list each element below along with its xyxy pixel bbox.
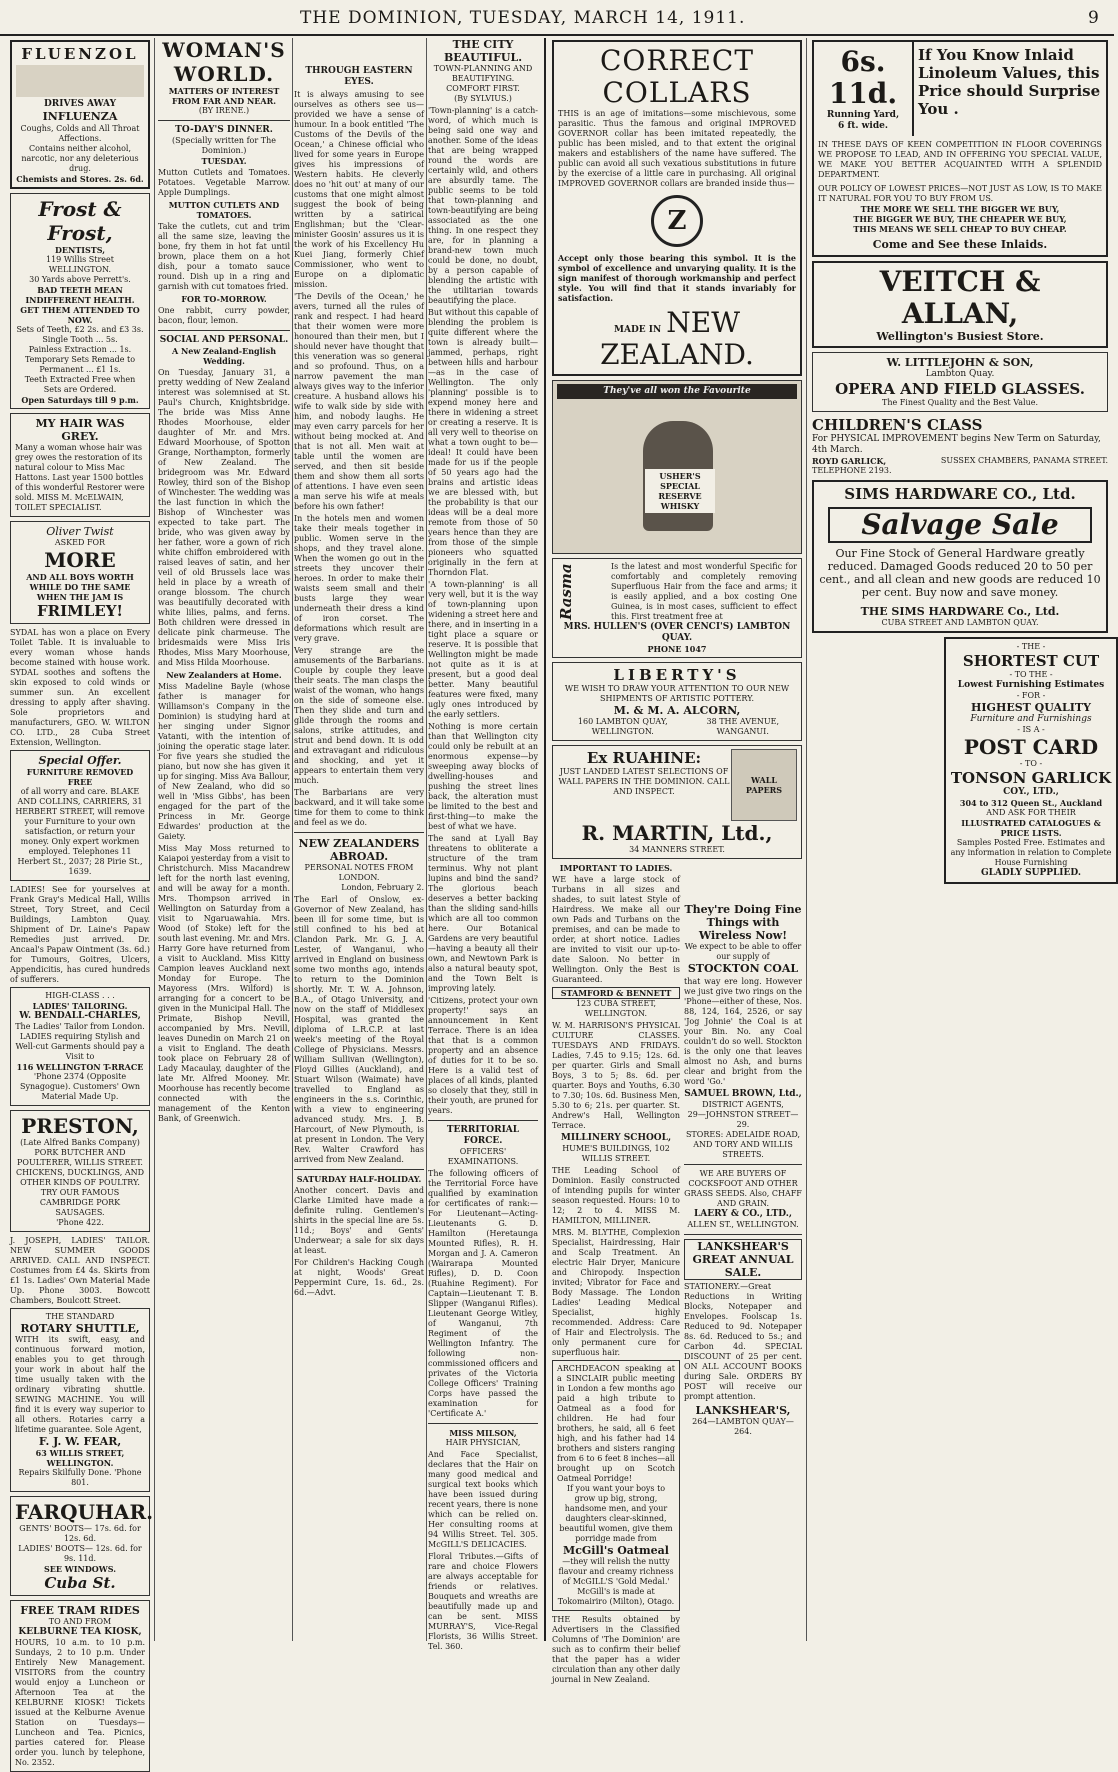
tonson-lowest: Lowest Furnishing Estimates xyxy=(957,680,1105,690)
farquhar-head: FARQUHAR. xyxy=(15,1500,154,1524)
wall-paper-label: WALL PAPERS xyxy=(745,775,783,795)
tonson-furn: Furniture and Furnishings xyxy=(970,714,1092,724)
rasma-ad xyxy=(552,558,802,658)
tram-sub: TO AND FROM xyxy=(48,1617,112,1626)
cutlets-text: Take the cutlets, cut and trim all the same size, leaving the bone, fry them in hot fat until brown, place them on a hot dish, pour a tomato sauce round. Dish up in a ring and garnish with cut tomatoes fried. xyxy=(158,222,290,291)
saturday-text: Another concert. Davis and Clarke Limited have made a definite ruling. Gentlemen's shirts in the special line are 5s. 11d.; Boys' and Gents' Underwear; a sale for six days at least. xyxy=(294,1186,424,1255)
ruahine-ad xyxy=(552,745,802,859)
social-head: SOCIAL AND PERSONAL. xyxy=(159,335,289,345)
sims-text: Our Fine Stock of General Hardware greatly reduced. Damaged Goods reduced 20 to 50 per cent., and all clean and new goods are reduced 10 per cent. Buy now and save money. xyxy=(819,547,1101,599)
tonson-shortest: SHORTEST CUT xyxy=(962,652,1100,670)
laery-addr: ALLEN ST., WELLINGTON. xyxy=(687,1220,799,1229)
frost-l4: Painless Extraction ... 1s. xyxy=(28,345,132,354)
whisky-banner: They've all won the Favourite xyxy=(557,384,797,399)
farquhar-l2: LADIES' BOOTS— 12s. 6d. for 9s. 11d. xyxy=(18,1544,142,1563)
preston-head: PRESTON, xyxy=(21,1114,139,1138)
preston-l3: TRY OUR FAMOUS CAMBRIDGE PORK SAUSAGES. xyxy=(39,1188,121,1217)
littlejohn-ad xyxy=(812,352,1108,412)
martin-addr: 34 MANNERS STREET. xyxy=(629,845,725,854)
inlaid-text: IN THESE DAYS OF KEEN COMPETITION IN FLOOR COVERINGS WE PROPOSE TO LEAD, AND IN OFFERING YOU SPECIAL VALUE, WE MAKE YOU BETTER ACQUAINTED WITH A SPLENDID DEPARTMENT. xyxy=(818,140,1102,179)
farquhar-l1: GENTS' BOOTS— 17s. 6d. for 12s. 6d. xyxy=(19,1524,141,1543)
frost-l6: Teeth Extracted Free when Sets are Ordered. xyxy=(24,375,136,394)
column-5 xyxy=(552,38,803,1684)
territorial-text: The following officers of the Territorial Force have qualified by examination for certificates of rank:— For Lieutenant—Acting-Lieutenants G. D. Hamilton (Heretaunga Mounted Rifles), R. H. Morgan and J. A. Cameron (Wairarapa Mounted Rifles), D. D. Coon (Ruahine Regiment). For Captain—Lieutenant T. B. Slipper (Wanganui Rifles). Lieutenant George Witley, of Wanganui, 7th Regiment of the Wellington Infantry. The following non-commissioned officers and privates of the Victoria College Officers' Training Corps have passed the examination for 'Certificate A.' xyxy=(428,1169,538,1418)
fluenzol-line2: Contains neither alcohol, narcotic, nor any deleterious drug. xyxy=(21,144,139,173)
children-head: CHILDREN'S CLASS xyxy=(812,416,983,434)
liberty-text: WE WISH TO DRAW YOUR ATTENTION TO OUR NEW SHIPMENTS OF ARTISTIC POTTERY. xyxy=(564,684,790,703)
twist-ad xyxy=(10,521,150,624)
collars-head: CORRECT COLLARS xyxy=(599,44,755,109)
liberty-addr1: 160 LAMBTON QUAY, WELLINGTON. xyxy=(577,717,668,736)
tonson-to: - TO THE - xyxy=(1009,670,1053,679)
womans-world-subtitle: MATTERS OF INTEREST FROM FAR AND NEAR. xyxy=(168,86,280,106)
page-number: 9 xyxy=(1088,8,1100,28)
frost-l5: Temporary Sets Remade to Permanent ... £1 1s. xyxy=(24,355,136,374)
stockton-coal: STOCKTON COAL xyxy=(687,962,799,975)
samuel-stores: STORES: ADELAIDE ROAD, AND TORY AND WILLIS STREETS. xyxy=(685,1130,801,1159)
tonson-isa: - IS A - xyxy=(1017,725,1045,734)
joseph-ad: J. JOSEPH, LADIES' TAILOR. NEW SUMMER GOODS ARRIVED. CALL AND INSPECT. Costumes from £4 4s. Skirts from £1 1s. Ladies' Own Material Made Up. Phone 3003. Bowcott Chambers, Boulcott Street. xyxy=(10,1236,150,1305)
inlaid-more1: THE MORE WE SELL THE BIGGER WE BUY, xyxy=(860,204,1060,214)
womans-world-byline: (BY IRENE.) xyxy=(198,106,250,115)
collars-ad xyxy=(552,40,802,376)
rasma-shop: MRS. HULLEN'S (OVER CENCI'S) LAMBTON QUAY. xyxy=(563,622,791,643)
tonson-highest: HIGHEST QUALITY xyxy=(971,701,1091,714)
saturday-head: SATURDAY HALF-HOLIDAY. xyxy=(296,1174,422,1184)
preston-l4: 'Phone 422. xyxy=(56,1218,104,1227)
preston-ad xyxy=(10,1110,150,1232)
territorial-head: TERRITORIAL FORCE. xyxy=(446,1125,520,1146)
garlick-addr: SUSSEX CHAMBERS, PANAMA STREET. xyxy=(940,456,1108,465)
wireless-head: They're Doing Fine Things with Wireless Now! xyxy=(684,903,802,942)
hair-ad xyxy=(10,413,150,517)
preston-l2: CHICKENS, DUCKLINGS, AND OTHER KINDS OF POULTRY. xyxy=(15,1168,145,1187)
important-head: IMPORTANT TO LADIES. xyxy=(559,863,673,873)
inlaid-more3: THIS MEANS WE SELL CHEAP TO BUY CHEAP. xyxy=(853,224,1067,234)
farquhar-l3: SEE WINDOWS. xyxy=(44,1564,116,1574)
governor-symbol-icon: Z xyxy=(651,195,703,247)
tonson-post: POST CARD xyxy=(963,735,1099,759)
sims-banner: Salvage Sale xyxy=(828,507,1092,543)
tailor-t6: 116 WELLINGTON T-RRACE xyxy=(16,1062,144,1072)
veitch-ad xyxy=(812,261,1108,348)
fluenzol-line: Coughs, Colds and All Throat Affections. xyxy=(20,124,140,143)
garlick-tel: TELEPHONE 2193. xyxy=(812,466,892,475)
rasma-text: Is the latest and most wonderful Specific for comfortably and completely removing Superfluous Hair from the face and arms; it is easily applied, and a box costing One Guinea, is in most cases, sufficient to effect this. First treatment free at xyxy=(611,562,797,621)
twist-t4: AND ALL BOYS WORTH WHILE DO THE SAME WHEN THE JAM IS xyxy=(26,572,134,602)
littlejohn-note: The Finest Quality and the Best Value. xyxy=(881,398,1038,407)
wireless-text2: that way ere long. However we just give two rings on the 'Phone—either of these, Nos. 88, 124, 164, 2526, or say 'Jog Johnie' the Coal is at your Bin. No. any Coal couldn't do so well. Stockton is the only one that leaves almost no Ash, and burns clear and bright from the word 'Go.' xyxy=(684,977,803,1086)
special-h2: FURNITURE REMOVED FREE xyxy=(26,767,134,787)
hair-text: Many a woman whose hair was grey owes the restoration of its natural colour to Miss Mac Hattons. Last year 1500 bottles of this wonderful Restorer were sold. MISS M. McELWAIN, TOILET SPECIALIST. xyxy=(15,443,145,512)
column-1 xyxy=(10,38,154,1767)
eastern-text-4: Very strange are the amusements of the Barbarians. Couple by couple they leave their seats. The man clasps the waist of the woman, who hangs on the side of someone else. Then they slide and turn and glide through the rooms and salons, strike attitudes, and strut and bend down. It is odd and extravagant and ridiculous and shocking, and yet it appears to entertain them very much. xyxy=(294,646,424,785)
inlaid-head: If You Know Inlaid Linoleum Values, this Price should Surprise You . xyxy=(918,46,1101,118)
liberty-addr2: 38 THE AVENUE, WANGANUI. xyxy=(706,717,780,736)
home-head: New Zealanders at Home. xyxy=(166,670,282,680)
shuttle-text: WITH its swift, easy, and continuous forward motion, enables you to get through your work in about half the time usually taken with the ordinary vibrating shuttle. SEWING MACHINE. You will find it is every way superior to all others. Rotaries carry a lifetime guarantee. Sole Agent, xyxy=(15,1335,145,1434)
rasma-brand: Rasma xyxy=(557,563,575,621)
comfort-first: COMFORT FIRST. xyxy=(446,84,520,93)
column-2 xyxy=(158,38,290,1641)
shuttle-ad xyxy=(10,1308,150,1492)
rasma-phone: PHONE 1047 xyxy=(647,644,707,654)
floral-text: Floral Tributes.—Gifts of rare and choice Flowers are always acceptable for friends or relatives. Bouquets and wreaths are beautifully made up and can be sent. MISS MURRAY'S, Vice-Regal Florists, 36 Willis Street. Tel. 360. xyxy=(428,1552,538,1651)
special-text: of all worry and care. BLAKE AND COLLINS, CARRIERS, 31 HERBERT STREET, will remove your Furniture to your own satisfaction, or return your money. Only expert workmen employed. Telephones 11 Herbert St., 2037; 28 Pirie St., 1639. xyxy=(15,787,145,876)
veitch-sub: Wellington's Busiest Store. xyxy=(876,330,1044,343)
tomorrow-head: FOR TO-MORROW. xyxy=(181,294,267,304)
frost-l7: Open Saturdays till 9 p.m. xyxy=(21,395,139,405)
blythe-text: MRS. M. BLYTHE, Complexion Specialist, Hairdressing, Hair and Scalp Treatment. An electric Hair Dryer, Manicure and Chiropody. Inspection invited; Vibrator for Face and Body Massage. The London Ladies' Leading Medical Specialist, highly recommended. Address: Care of Hair and Electrolysis. The only permanent cure for superfluous hair. xyxy=(552,1228,680,1357)
tailor-t3: W. BENDALL-CHARLES, xyxy=(19,1011,141,1021)
results-text: THE Results obtained by Advertisers in the Classified Columns of 'The Dominion' are such as to confirm their belief that the paper has a wider circulation than any other daily journal in New Zealand. xyxy=(552,1615,680,1684)
tailor-t4: The Ladies' Tailor from London. xyxy=(15,1022,145,1031)
samuel-brown: SAMUEL BROWN, Ltd., xyxy=(684,1089,802,1099)
farquhar-l4: Cuba St. xyxy=(44,1574,116,1592)
lankshear-addr: 264—LAMBTON QUAY—264. xyxy=(692,1417,794,1436)
laery-name: LAERY & CO., LTD., xyxy=(693,1209,793,1219)
children-sub: For PHYSICAL IMPROVEMENT begins New Term on Saturday, 4th March. xyxy=(812,434,1101,455)
nz-abroad-text: The Earl of Onslow, ex-Governor of New Zealand, has been ill for some time, but is still confined to his bed at Clandon Park. Mr. G. J. A. Lester, of Wanganui, who arrived in England on business some two months ago, intends to return to the Dominion shortly. Mr. T. W. A. Johnson, B.A., of Otago University, and now on the staff of Middlesex Hospital, was granted the diploma of L.R.C.P. at last week's meeting of the Royal College of Physicians. Messrs. William Sullivan (Wellington), Floyd Gillies (Auckland), and Stuart Wilson (Waimate) have travelled to England as engineers in the s.s. Corinthic, with a view to engineering advanced study. Mrs. J. B. Harcourt, of New Plymouth, is at present in London. The Very Rev. Walter Crawford has arrived from New Zealand. xyxy=(294,895,424,1164)
ladies-ad: LADIES! See for yourselves at Frank Gray's Medical Hall, Willis Street, Tory Street, and Cecil Buildings, Lambton Quay. Shipment of Dr. Laine's Papaw Remedies just arrived. Dr. Ancaal's Papaw Ointment (3s. 6d.) for Tumours, Goitres, Ulcers, Appendicitis, has cured hundreds of sufferers. xyxy=(10,885,150,984)
tram-h2: KELBURNE TEA KIOSK, xyxy=(18,1627,142,1637)
city-text-4: Nothing is more certain than that Wellington city could only be rebuilt at an enormous expense—by sweeping away blocks of dwelling-houses and pushing the street lines back, the alteration must be limited to the best and first-thing—to make the best of what we have. xyxy=(428,722,538,831)
millinery-head: MILLINERY SCHOOL, xyxy=(560,1133,672,1143)
frost-note: 30 Yards above Perrett's. xyxy=(29,275,131,284)
dinner-head: TO-DAY'S DINNER. xyxy=(175,125,273,135)
fluenzol-tag1: DRIVES AWAY xyxy=(44,99,116,109)
special-head: Special Offer. xyxy=(38,754,122,767)
eastern-text-5: The Barbarians are very backward, and it will take some time for them to come to think and feel as we do. xyxy=(294,788,424,827)
dinner-byline: (Specially written for The Dominion.) xyxy=(172,136,276,155)
shuttle-t4: 63 WILLIS STREET, WELLINGTON. xyxy=(35,1448,125,1468)
important-text: WE have a large stock of Turbans in all sizes and shades, to suit latest Style of Hairdress. We make all our own Pads and Turbans on the premises, and can be made to order, at short notice. Ladies are invited to visit our up-to-date Saloon. No better in Wellington. Only the Best is Guaranteed. xyxy=(552,875,680,984)
city-beautiful-sub: TOWN-PLANNING AND BEAUTIFYING. xyxy=(433,64,533,83)
tonson-name: TONSON GARLICK xyxy=(950,769,1112,787)
twist-t5: FRIMLEY! xyxy=(36,602,123,620)
wireless-text: We expect to be able to offer our supply of xyxy=(684,942,802,961)
inlaid-policy: OUR POLICY OF LOWEST PRICES—NOT JUST AS LOW, IS TO MAKE IT NATURAL FOR YOU TO BUY FROM US. xyxy=(818,184,1102,203)
tomorrow-text: One rabbit, curry powder, bacon, flour, lemon. xyxy=(158,306,290,325)
frost-l2: Sets of Teeth, £2 2s. and £3 3s. xyxy=(16,325,144,334)
inlaid-sub1: Running Yard, xyxy=(826,110,900,120)
tailor-t2: LADIES' TAILORING. xyxy=(32,1001,128,1011)
tonson-samples: Samples Posted Free. Estimates and any information in relation to Complete House Furnishing xyxy=(950,838,1112,867)
frost-addr: 119 Willis Street WELLINGTON. xyxy=(46,255,114,274)
frost-brand: Frost & Frost, xyxy=(38,197,122,245)
oatmeal-mid: If you want your boys to grow up big, strong, handsome men, and your daughters clear-skinned, beautiful women, give them porridge made from xyxy=(559,1484,673,1543)
nz-abroad-head: NEW ZEALANDERS ABROAD. xyxy=(298,837,420,863)
wall-paper-icon xyxy=(731,749,797,821)
shuttle-t5: Repairs Skilfully Done. 'Phone 801. xyxy=(18,1468,142,1487)
nz-abroad-sub: PERSONAL NOTES FROM LONDON. xyxy=(304,863,414,882)
preston-sub: (Late Alfred Banks Company) xyxy=(20,1138,140,1147)
littlejohn-goods: OPERA AND FIELD GLASSES. xyxy=(835,380,1085,398)
nz-abroad-date: London, February 2. xyxy=(341,883,424,892)
sydal-ad: SYDAL has won a place on Every Toilet Table. It is invaluable to every woman whose hands become stained with house work. SYDAL soothes and softens the skin exposed to cold winds or summer sun. An excellent dressing to apply after shaving. Sole proprietors and manufacturers, GEO. W. WILTON CO. LTD., 28 Cuba Street Extension, Wellington. xyxy=(10,628,150,747)
hair-head: MY HAIR WAS GREY. xyxy=(35,417,125,443)
dinner-menu: Mutton Cutlets and Tomatoes. Potatoes. Vegetable Marrow. Apple Dumplings. xyxy=(158,168,290,197)
fluenzol-brand: FLUENZOL xyxy=(21,45,139,63)
collars-text: THIS is an age of imitations—some mischievous, some parasitic. Thus the famous and original IMPROVED GOVERNOR collar has been imitated repeatedly, the public has been misled, and to that extent the original makers and establishers of the name have suffered. The public can avoid all such vexatious substitutions in future by the exercise of a little care in purchasing. All original IMPROVED GOVERNOR collars are branded inside thus— xyxy=(558,109,796,188)
sims-head: SIMS HARDWARE CO., Ltd. xyxy=(844,485,1076,503)
millinery-text: THE Leading School of Dominion. Easily constructed of intending pupils for winter season requested. Hours: 10 to 12; 2 to 4. MISS M. HAMILTON, MILLINER. xyxy=(552,1166,680,1225)
tonson-the: - THE - xyxy=(1016,642,1046,651)
eastern-text-1: It is always amusing to see ourselves as others see us—provided we have a sense of humour. In a book entitled 'The Customs of the Devils of the Ocean,' a Chinese official who lived for some years in Europe gives his impressions of Western habits. He cleverly does no 'hit out' at many of our customs that one might almost suggest the book of being written by a satirical Englishman; but the 'Clear-minister Goosin' assures us it is the work of his Excellency Hu Kuei Jiang, formerly Chief Commissioner, who went to Europe on a diplomatic mission. xyxy=(294,90,424,289)
shuttle-t2: ROTARY SHUTTLE, xyxy=(20,1322,140,1335)
territorial-sub: OFFICERS' EXAMINATIONS. xyxy=(447,1147,519,1166)
city-beautiful-head: THE CITY BEAUTIFUL. xyxy=(443,38,523,64)
stamford-addr: 123 CUBA STREET, WELLINGTON. xyxy=(575,999,657,1018)
milson-text: And Face Specialist, declares that the Hair on many good medical and surgical text books which have been issued during recent years, there is none which can be relied on. Her consulting rooms at 94 Willis Street. Tel. 305. McGILL'S DELICACIES. xyxy=(428,1450,538,1549)
masthead-title: THE DOMINION, TUESDAY, MARCH 14, 1911. xyxy=(300,8,746,28)
inlaid-sub2: 6 ft. wide. xyxy=(837,121,888,131)
dinner-day: TUESDAY. xyxy=(201,156,247,166)
millinery-sub: HUME'S BUILDINGS, 102 WILLIS STREET. xyxy=(562,1144,670,1163)
lankshear-text: STATIONERY.—Great Reductions in Writing Blocks, Notepaper and Envelopes. Foolscap 1s. Reduced to 9d. Notepaper 8s. 6d. Reduced to 5s.; and Carbon 4d. SPECIAL DISCOUNT of 25 per cent. ON ALL ACCOUNT BOOKS during Sale. ORDERS BY POST will receive our prompt attention. xyxy=(684,1282,802,1401)
milson-head: MISS MILSON, xyxy=(449,1428,517,1438)
fluenzol-ad xyxy=(10,40,150,189)
tailor-t5: LADIES requiring Stylish and Well-cut Garments should pay a Visit to xyxy=(15,1032,145,1061)
wedding-head: A New Zealand-English Wedding. xyxy=(171,346,277,366)
womans-world-title: WOMAN'S WORLD. xyxy=(162,38,286,86)
oatmeal-end: —they will relish the nutty flavour and creamy richness of McGILL'S 'Gold Medal.' McGill's is made at Tokomairiro (Milton), Otago. xyxy=(557,1557,675,1606)
shuttle-t1: THE STANDARD xyxy=(45,1312,115,1321)
column-3 xyxy=(294,38,424,1641)
sims-ad xyxy=(812,480,1108,633)
tonson-for: - FOR - xyxy=(1016,691,1046,700)
veitch-name: VEITCH & ALLAN, xyxy=(879,265,1041,330)
city-byline: (By SYLVIUS.) xyxy=(454,94,512,103)
archdeacon-text: ARCHDEACON speaking at a SINCLAIR public meeting in London a few months ago paid a high tribute to Oatmeal as a food for children. He had four brothers, he said, all 6 feet high, and his father had 14 brothers and sisters ranging from 6 to 6 feet 8 inches—all brought up on Scotch Oatmeal Porridge! xyxy=(557,1364,675,1483)
special-offer-ad xyxy=(10,750,150,881)
littlejohn-addr: Lambton Quay. xyxy=(925,369,995,379)
ruahine-head: Ex RUAHINE: xyxy=(586,749,702,767)
eastern-text-2: 'The Devils of the Ocean,' he avers, turned all the rules of rank and respect. I had heard that their women were more honoured than their men, but I should never have thought that this veneration was so general and so profound. Thus, on a narrow pavement the man always gives way to the inferior creature. A husband allows his wife to walk side by side with him, and nobody laughs. He may even carry parcels for her without being mocked at. And that is not all. Men wait at table until the women are served, and then sit beside them and show them all sorts of attentions. I have even seen a man serve his wife at meals before his own father! xyxy=(294,292,424,511)
frost-l3: Single Tooth ... 5s. xyxy=(42,335,118,344)
made-nz: NEW ZEALAND. xyxy=(600,306,754,371)
tailor-ad xyxy=(10,987,150,1106)
lankshear-head: LANKSHEAR'S GREAT ANNUAL SALE. xyxy=(684,1239,802,1280)
tailor-t1: HIGH-CLASS . . . xyxy=(45,991,115,1000)
farquhar-ad xyxy=(10,1496,154,1596)
samuel-addr: 29—JOHNSTON STREET—29. xyxy=(687,1110,799,1129)
twist-t3: MORE xyxy=(44,548,116,572)
frost-sub: DENTISTS, xyxy=(54,245,106,255)
whisky-ad xyxy=(552,380,802,554)
milson-sub: HAIR PHYSICIAN, xyxy=(445,1438,521,1447)
liberty-ad xyxy=(552,662,802,741)
liberty-head: LIBERTY'S xyxy=(613,666,741,684)
home-text: Miss Madeline Bayle (whose father is manager for Williamson's Company in the Dominion) is studying hard at her singing under Signor Vatanti, with the intention of joining the operatic stage later. For five years she studied the piano, but now she has given it up for singing. Miss Ava Ballour, of New Zealand, who did so well in 'Miss Gibbs', has been engaged for the part of the Princess in Mr. George Edwardes' production at the Gaiety. xyxy=(158,682,290,841)
samuel-sub: DISTRICT AGENTS, xyxy=(702,1100,784,1109)
city-text-3: 'A town-planning' is all very well, but it is the way of town-planning upon widening a street here and there, and in inserting in a tight place a square or reserve. It is possible that Wellington might be made not quite as it is at present, but a good deal better. Many beautiful features were fixed, many ugly ones introduced by the early settlers. xyxy=(428,580,538,719)
oatmeal-brand: McGill's Oatmeal xyxy=(563,1544,669,1557)
ruahine-text: JUST LANDED LATEST SELECTIONS OF WALL PAPERS IN THE DOMINION. CALL AND INSPECT. xyxy=(558,767,730,796)
tonson-coy: COY., LTD., xyxy=(1003,787,1059,797)
column-4 xyxy=(428,38,538,1651)
influenza-illustration xyxy=(16,65,144,97)
tonson-gladly: GLADLY SUPPLIED. xyxy=(980,868,1081,878)
liberty-name: M. & M. A. ALCORN, xyxy=(613,704,741,717)
inlaid-more2: THE BIGGER WE BUY, THE CHEAPER WE BUY, xyxy=(853,214,1067,224)
tram-ad xyxy=(10,1600,150,1772)
lankshear-name: LANKSHEAR'S, xyxy=(695,1404,791,1417)
children-ad xyxy=(812,416,1108,476)
preston-l1: PORK BUTCHER AND POULTERER, WILLIS STREET. xyxy=(17,1148,143,1167)
tailor-t7: 'Phone 2374 (Opposite Synagogue). Customers' Own Material Made Up. xyxy=(19,1072,141,1101)
city-text-1: 'Town-planning' is a catch-word, of which much is being said one way and another. Some of the ideas that are being wrapped round the words are certainly wild, and others are absurdly tame. The public seems to be told that town-planning and town-beautifying are being associated as the one thing. In one respect they are, for in planning a brand-new town much could be done, no doubt, by a person capable of blending the artistic with the utilitarian towards beautifying the place. xyxy=(428,106,538,305)
tonson-illus: ILLUSTRATED CATALOGUES & PRICE LISTS. xyxy=(961,818,1101,838)
tonson-to2: - TO - xyxy=(1019,759,1043,768)
frost-l1: BAD TEETH MEAN INDIFFERENT HEALTH. GET THEM ATTENDED TO NOW. xyxy=(20,285,140,325)
cutlets-head: MUTTON CUTLETS AND TOMATOES. xyxy=(168,200,280,220)
inlaid-price: 6s. 11d. xyxy=(828,45,898,110)
tonson-addr: 304 to 312 Queen St., Auckland xyxy=(959,798,1103,808)
collars-accept: Accept only those bearing this symbol. It is the symbol of excellence and unvarying quality. It is the sign manifest of thorough workmanship and perfect style. You will find that it stands invariably for satisfaction. xyxy=(558,253,796,303)
harrison-text: W. M. HARRISON'S PHYSICAL CULTURE CLASSES. TUESDAYS AND FRIDAYS. Ladies, 7.45 to 9.15; 12s. 6d. per quarter. Girls and Small Boys, 3 to 5; 8s. 6d. per quarter. Boys and Youths, 6.30 to 7.30; 10s. 6d. Business Men, 5.30 to 6; 21s. per quarter. St. Andrew's Hall, Wellington Terrace. xyxy=(552,1021,680,1130)
tram-text: HOURS, 10 a.m. to 10 p.m. Sundays, 2 to 10 p.m. Under Entirely New Management. VISITORS from the country would enjoy a Luncheon or Afternoon Tea at the KELBURNE KIOSK! Tickets issued at the Kelburne Avenue Station on Tuesdays—Luncheon and Tea. Picnics, parties catered for. Please order you. lunch by telephone, No. 2352. xyxy=(15,1638,145,1767)
eastern-text-3: In the hotels men and women take their meals together in public. Women serve in the shops, and they travel alone. When the women go out in the streets they uncover their heroes. In order to make their waists seem small and their busts large they wear underneath their dress a kind of iron corset. The deformations which result are very grave. xyxy=(294,514,424,643)
garlick-name: ROYD GARLICK, xyxy=(812,456,887,466)
martin-name: R. MARTIN, Ltd., xyxy=(581,821,773,845)
twist-t2: ASKED FOR xyxy=(54,538,106,547)
city-text-6: 'Citizens, protect your own property!' says an announcement in Kent Terrace. There is an idea that that is a common property and an absence of duties for it to be so. Here is a valid test of places of all kinds, planted so closely that they, still in their youth, are pruned for years. xyxy=(428,996,538,1115)
masthead xyxy=(0,0,1114,36)
tram-head: FREE TRAM RIDES xyxy=(20,1604,140,1617)
twist-t1: Oliver Twist xyxy=(46,525,114,538)
made-in: MADE IN xyxy=(614,325,662,335)
column-6 xyxy=(812,38,1112,1641)
shuttle-t3: F. J. W. FEAR, xyxy=(38,1435,122,1448)
buyers-text: WE ARE BUYERS OF COCKSFOOT AND OTHER GRASS SEEDS. Also, CHAFF AND GRAIN. xyxy=(684,1169,802,1208)
littlejohn-name: W. LITTLEJOHN & SON, xyxy=(886,356,1034,369)
eastern-eyes-head: THROUGH EASTERN EYES. xyxy=(305,66,413,87)
inlaid-ad xyxy=(812,40,1108,257)
fluenzol-line3: Chemists and Stores. 2s. 6d. xyxy=(16,174,144,184)
city-text-5: The sand at Lyall Bay threatens to obliterate a structure of the tram terminus. Why not plant lupins and bind the sand? The glorious beach deserves a better backing than the sliding sand-hills which are all too common here. Our Botanical Gardens are very beautiful—having a beauty all their own, and Newtown Park is also a natural beauty spot, and the Town Belt is improving lately. xyxy=(428,834,538,993)
inlaid-come: Come and See these Inlaids. xyxy=(872,238,1048,251)
city-text-2: But without this capable of blending the problem is quite different where the town is already built—jammed, perhaps, right between hills and harbour—as in the case of Wellington. The only 'planning' possible is to expend money here and there in widening a street or creating a reserve. It is all very well to theorise on what a town ought to be—ideal! It could have been made for us if the people of 50 years ago had the brains and artistic ideas we are blessed with, but the probability is that our ideas will be a deal more remote from those of 50 years hence than they are from those of the simple pioneers who squatted originally in the fern at Thorndon Flat. xyxy=(428,308,538,577)
sims-name: THE SIMS HARDWARE Co., Ltd. xyxy=(860,605,1060,618)
frost-ad xyxy=(10,193,150,409)
wedding-text: On Tuesday, January 31, a pretty wedding of New Zealand interest was solemnised at St. Paul's Church, Knightsbridge. The bride was Miss Anne Rhodes Moorhouse, elder daughter of Mr. and Mrs. Edward Moorhouse, of Spotton Grange, Northampton, formerly of New Zealand. The bridegroom was Mr. Edward Rowley, third son of the Bishop of Winchester. The wedding was the last function in which the Bishop of Winchester was expected to take part. The bride, who was given away by her father, wore a gown of rich white chiffon embroidered with raised leaves of satin, and her veil of old Brussels lace was held in place by a wreath of orange blossom. The church was beautifully decorated with white lilies, palms, and ferns. Both children were dressed in delicate pink charmeuse. The bridesmaids were Miss Iris Rhodes, Miss Mary Moorhouse, and Miss Hilda Moorhouse. xyxy=(158,368,290,667)
tonson-ask: AND ASK FOR THEIR xyxy=(986,808,1076,817)
more-text: Miss May Moss returned to Kaiapoi yesterday from a visit to Christchurch. Miss Macandrew left for the north last evening, and will be away for a month. Mrs. Thompson arrived in Wellington on Saturday from a visit to Ngaruawahia. Mrs. Wood (of Stoke) left for the south last evening. Mr. and Mrs. Harry Gore have returned from a visit to Auckland. Miss Kitty Campion leaves Auckland next Monday for Europe. The Mayoress (Mrs. Wilford) is arranging for a concert to be given in the Municipal Hall. The Primate, Bishop Nevill, accompanied by Mrs. Nevill, leaves Dunedin on March 21 on a visit to England. The death took place on February 28 of Lady Macaulay, daughter of the late Mr. Alfred Mooney. Mr. Moorhouse has recently become connected with the management of the Kenton Bank, of Greenwich. xyxy=(158,844,290,1123)
peppermint-ad: For Children's Hacking Cough at night, Woods' Great Peppermint Cure, 1s. 6d., 2s. 6d.—Advt. xyxy=(294,1258,424,1297)
fluenzol-tag2: INFLUENZA xyxy=(42,110,118,123)
stamford-name: STAMFORD & BENNETT xyxy=(552,987,680,999)
tonson-garlick-ad xyxy=(944,637,1118,884)
sims-addr: CUBA STREET AND LAMBTON QUAY. xyxy=(881,618,1039,627)
oatmeal-ad xyxy=(552,1360,680,1611)
whisky-label: USHER'S SPECIAL RESERVE WHISKY xyxy=(645,469,715,513)
